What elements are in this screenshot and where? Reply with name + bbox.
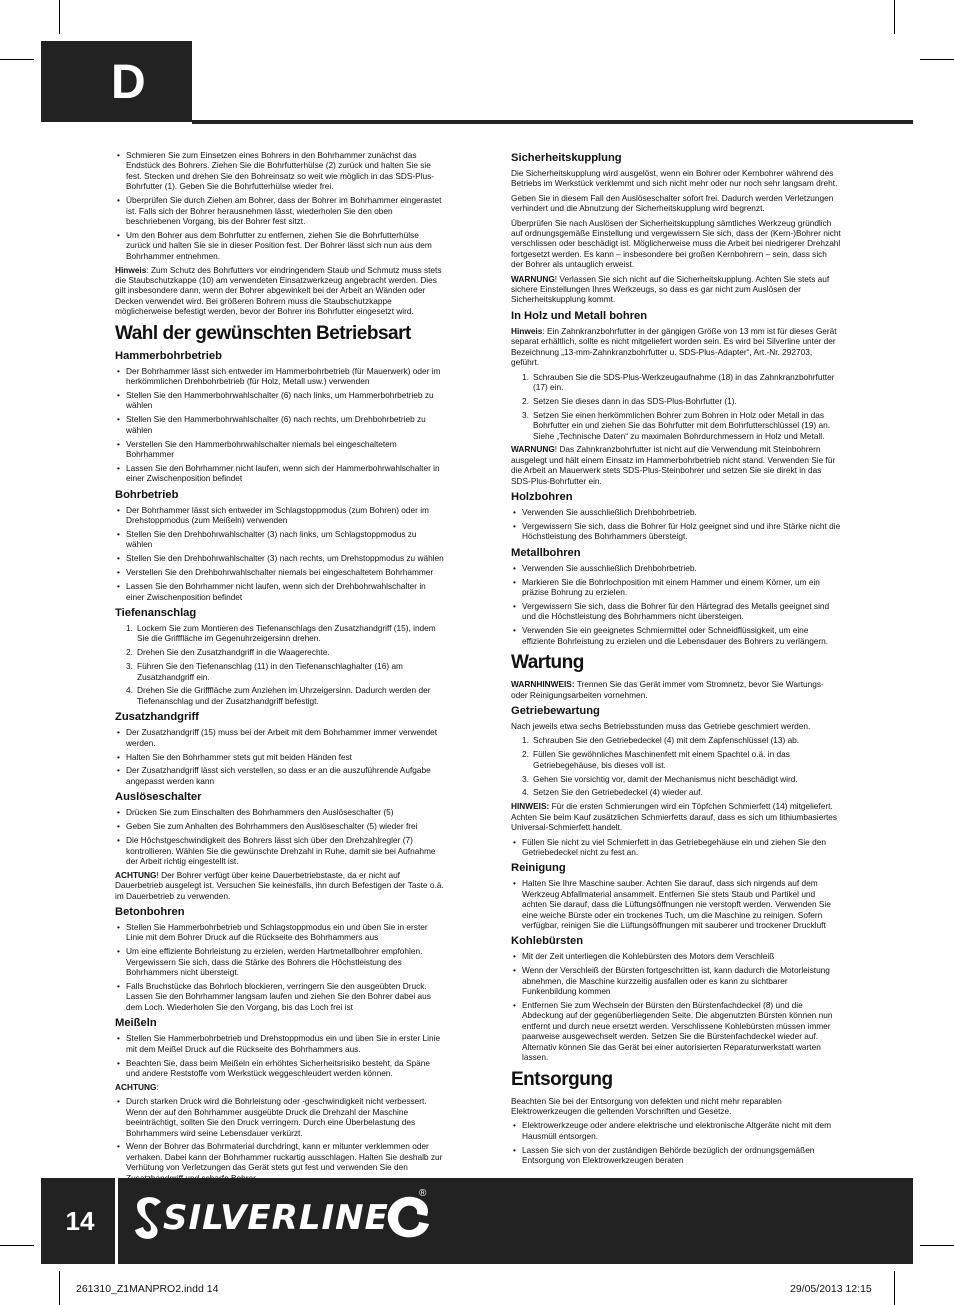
step-number: 3.	[522, 773, 529, 784]
warning-paragraph	[115, 1082, 445, 1092]
list-item	[115, 647, 445, 657]
hint-paragraph	[511, 326, 841, 368]
bullet-list	[115, 505, 445, 602]
step-number: 1.	[522, 371, 529, 382]
step-text: Schrauben Sie den Getriebedeckel (4) mit dem Zapfenschlüssel (13) ab.	[533, 735, 800, 746]
list-item: • Der Zusatzhandgriff (15) muss bei der Arbeit mit dem Bohrhammer immer verwendet werden.	[115, 727, 445, 748]
hint-paragraph	[511, 801, 841, 832]
brand-name: SILVERLINE	[163, 1198, 389, 1238]
section-title-wartung: Wartung	[511, 652, 584, 674]
subheading-hammerbohrbetrieb: Hammerbohrbetrieb	[115, 349, 222, 362]
bullet-list	[115, 922, 445, 1012]
list-item: • Wenn der Verschleiß der Bürsten fortgeschritten ist, kann dadurch die Motorleistung abnehmen, die Maschine kurzzeitig ausfallen oder es kann zu sichtbarer Funkenbildung kommen	[511, 965, 841, 996]
list-item: • Mit der Zeit unterliegen die Kohlebürsten des Motors dem Verschleiß	[511, 951, 841, 961]
hint-text: : Ein Zahnkranzbohrfutter in der gängigen Größe von 13 mm ist für dieses Gerät separat erhältlich, sollte es nicht mitgeliefert worden sein. Es wird bei Silverline unter der Bezeichnung „13-mm-Zahnkranzbohrfutter u. SDS-Plus-Adapter“, Art.-Nr. 292703, geführt.	[511, 325, 837, 368]
right-column	[511, 150, 841, 1169]
list-item: • Vergewissern Sie sich, dass die Bohrer für den Härtegrad des Metalls geeignet sind und die Höchstleistung des Bohrhammers nicht übersteigen.	[511, 601, 841, 622]
list-item: • Verwenden Sie ausschließlich Drehbohrbetrieb.	[511, 507, 841, 517]
bullet-list	[511, 1120, 841, 1165]
hint-label: HINWEIS:	[511, 801, 550, 812]
step-text: Setzen Sie einen herkömmlichen Bohrer zum Bohren in Holz oder Metall in das Bohrfutter ein und ziehen Sie das Bohrfutter mit dem Bohrfutterschlüssel (19) an. Siehe „Technische Daten“ zu maximalen Bohrdurchmessern in Holz und Metall.	[533, 409, 830, 441]
list-item: • Die Höchstgeschwindigkeit des Bohrers lässt sich über den Drehzahlregler (7) kontrollieren. Wählen Sie die gewünschte Drehzahl in Ruhe, damit sie bei Aufnahme der Arbeit richtig eingestellt ist.	[115, 835, 445, 866]
silverline-logo	[133, 1188, 433, 1248]
step-number: 2.	[522, 749, 529, 760]
warning-label: WARNUNG	[511, 444, 555, 455]
list-item: • Durch starken Druck wird die Bohrleistung oder -geschwindigkeit nicht verbessert. Wenn der auf den Bohrhammer ausgeübte Druck die Drehzahl der Maschine beeinträchtigt, sollten Sie den Druck verringern. Durch eine Überbelastung des Bohrhammers wird seine Lebensdauer verkürzt.	[115, 1096, 445, 1138]
subheading-metallbohren: Metallbohren	[511, 546, 581, 559]
list-item	[115, 623, 445, 644]
warning-paragraph	[511, 679, 841, 700]
step-number: 1.	[522, 735, 529, 746]
left-column	[115, 150, 445, 1187]
paragraph: Überprüfen Sie nach Auslösen der Sicherheitskupplung sämtliches Werkzeug gründlich auf ordnungsgemäße Einstellung und vergewissern Sie sich, dass der (Kern-)Bohrer nicht verschlissen oder beschädigt ist. Möglicherweise muss die Arbeit bei niedrigerer Drehzahl fortgesetzt werden. Es kann – insbesondere bei großen Kernbohrern – sein, dass sich der Bohrer als untauglich erweist.	[511, 217, 841, 270]
list-item: • Halten Sie den Bohrhammer stets gut mit beiden Händen fest	[115, 752, 445, 762]
bullet-list	[511, 951, 841, 1062]
list-item: • Füllen Sie nicht zu viel Schmierfett in das Getriebegehäuse ein und ziehen Sie den Getriebedeckel nicht zu fest an.	[511, 837, 841, 858]
warning-label: ACHTUNG	[115, 869, 157, 880]
list-item: • Lassen Sie den Bohrhammer nicht laufen, wenn sich der Hammerbohrwahlschalter in einer Zwischenposition befindet	[115, 463, 445, 484]
crop-mark	[0, 59, 34, 60]
warning-text: ! Der Bohrer verfügt über keine Dauerbetriebstaste, da er nicht auf Dauerbetrieb ausgelegt ist. Versuchen Sie keinesfalls, ihn durch Befestigen der Taste o.ä. im Dauerbetrieb zu verwenden.	[115, 869, 444, 901]
crop-mark	[894, 0, 895, 34]
subheading-reinigung: Reinigung	[511, 862, 566, 875]
file-info: 261310_Z1MANPRO2.indd 14	[76, 1283, 219, 1295]
list-item: • Der Zusatzhandgriff lässt sich verstellen, so dass er an die auszuführende Aufgabe angepasst werden kann	[115, 765, 445, 786]
bullet-list	[115, 366, 445, 484]
numbered-list	[511, 372, 841, 441]
warning-paragraph	[115, 870, 445, 901]
list-item: • Stellen Sie den Hammerbohrwahlschalter (6) nach links, um Hammerbohrbetrieb zu wählen	[115, 390, 445, 411]
list-item: • Elektrowerkzeuge oder andere elektrische und elektronische Altgeräte nicht mit dem Hausmüll entsorgen.	[511, 1120, 841, 1141]
subheading-holzbohren: Holzbohren	[511, 491, 573, 504]
hint-label: Hinweis	[115, 264, 147, 275]
step-text: Lockern Sie zum Montieren des Tiefenanschlags den Zusatzhandgriff (15), indem Sie die Grifffläche im Gegenuhrzeigersinn drehen.	[137, 622, 436, 644]
step-number: 4.	[522, 787, 529, 798]
list-item: • Lassen Sie sich von der zuständigen Behörde bezüglich der ordnungsgemäßen Entsorgung von Elektrowerkzeugen beraten	[511, 1145, 841, 1166]
subheading-holz-metall: In Holz und Metall bohren	[511, 309, 648, 322]
bullet-list	[115, 807, 445, 866]
warning-paragraph	[511, 444, 841, 486]
subheading-meisseln: Meißeln	[115, 1017, 157, 1030]
list-item	[511, 749, 841, 770]
list-item	[511, 735, 841, 745]
list-item: • Drücken Sie zum Einschalten des Bohrhammers den Auslöseschalter (5)	[115, 807, 445, 817]
paragraph: Die Sicherheitskupplung wird ausgelöst, wenn ein Bohrer oder Kernbohrer während des Betriebs im Werkstück verklemmt und sich nicht mehr oder nur noch sehr langsam dreht.	[511, 168, 838, 189]
step-number: 3.	[522, 409, 529, 420]
subheading-getriebewartung: Getriebewartung	[511, 704, 600, 717]
bullet-list	[511, 507, 841, 542]
list-item	[511, 410, 841, 441]
list-item: • Der Bohrhammer lässt sich entweder im Schlagstoppmodus (zum Bohren) oder im Drehstoppmodus (zum Meißeln) verwenden	[115, 505, 445, 526]
warning-paragraph	[511, 274, 841, 305]
list-item: • Stellen Sie Hammerbohrbetrieb und Drehstoppmodus ein und üben Sie in erster Linie mit dem Meißel Druck auf die Rückseite des Bohrhammers aus.	[115, 1033, 445, 1054]
subheading-kohlebuersten: Kohlebürsten	[511, 935, 584, 948]
paragraph: Nach jeweils etwa sechs Betriebsstunden muss das Getriebe geschmiert werden.	[511, 720, 811, 731]
language-tab	[41, 41, 192, 122]
list-item: • Entfernen Sie zum Wechseln der Bürsten den Bürstenfachdeckel (8) und die Abdeckung auf der gegenüberliegenden Seite. Die abgenutzten Bürsten können nun entfernt und durch neue ersetzt werden. Verschlissene Kohlebürsten müssen immer paarweise ausgewechselt werden. Setzen Sie die Bürstenfachdeckel wieder auf. Alternativ können Sie das Gerät bei einer autorisierten Reparaturwerkstatt warten lassen.	[511, 1000, 841, 1062]
footer-divider	[115, 1178, 118, 1264]
step-text: Füllen Sie gewöhnliches Maschinenfett mit einem Spachtel o.ä. in das Getriebegehäuse, bis dieses voll ist.	[533, 749, 790, 770]
list-item	[511, 774, 841, 784]
step-text: Drehen Sie den Zusatzhandgriff in die Waagerechte.	[137, 647, 330, 658]
list-item: • Stellen Sie Hammerbohrbetrieb und Schlagstoppmodus ein und üben Sie in erster Linie mit dem Bohrer Druck auf die Rückseite des Bohrhammers aus	[115, 922, 445, 943]
step-number: 2.	[522, 395, 529, 406]
date-info: 29/05/2013 12:15	[790, 1283, 872, 1295]
subheading-sicherheitskupplung: Sicherheitskupplung	[511, 152, 622, 164]
step-text: Setzen Sie den Getriebedeckel (4) wieder auf.	[533, 787, 703, 798]
warning-label: ACHTUNG	[115, 1081, 157, 1092]
list-item: • Falls Bruchstücke das Bohrloch blockieren, verringern Sie den ausgeübten Druck. Lassen Sie den Bohrhammer langsam laufen und ziehen Sie den Bohrer dabei aus dem Loch. Wiederholen Sie den Vorgang, bis das Loch frei ist	[115, 981, 445, 1012]
list-item: • Stellen Sie den Hammerbohrwahlschalter (6) nach rechts, um Drehbohrbetrieb zu wählen	[115, 414, 445, 435]
section-title-entsorgung: Entsorgung	[511, 1068, 613, 1090]
hint-text: Für die ersten Schmierungen wird ein Töpfchen Schmierfett (14) mitgeliefert. Achten Sie beim Kauf zusätzlichen Schmierfetts darauf, dass es sich um lithiumbasiertes Universal-Schmierfett handelt.	[511, 801, 838, 833]
list-item: • Verstellen Sie den Hammerbohrwahlschalter niemals bei eingeschaltetem Bohrhammer	[115, 439, 445, 460]
bullet-list	[511, 837, 841, 858]
list-item	[511, 787, 841, 797]
step-text: Führen Sie den Tiefenanschlag (11) in den Tiefenanschlaghalter (16) am Zusatzhandgriff ein.	[137, 661, 403, 682]
header-rule	[192, 120, 913, 124]
bullet-list	[511, 563, 841, 646]
list-item: • Überprüfen Sie durch Ziehen am Bohrer, dass der Bohrer im Bohrhammer eingerastet ist. Falls sich der Bohrer herausnehmen lässt, wiederholen Sie den oben beschriebenen Vorgang, bis der Bohrer fest sitzt.	[115, 195, 445, 226]
bullet-list	[115, 727, 445, 786]
list-item: • Um eine effiziente Bohrleistung zu erzielen, werden Hartmetallbohrer empfohlen. Vergewissern Sie sich, dass die Stärke des Bohrers die Höchstleistung des Bohrhammers nicht übersteigt.	[115, 946, 445, 977]
list-item: • Um den Bohrer aus dem Bohrfutter zu entfernen, ziehen Sie die Bohrfutterhülse zurück und halten Sie sie in dieser Position fest. Der Bohrer lässt sich nun aus dem Bohrhammer entnehmen.	[115, 230, 445, 261]
step-number: 1.	[126, 622, 133, 633]
step-text: Setzen Sie dieses dann in das SDS-Plus-Bohrfutter (1).	[533, 395, 737, 406]
list-item: • Stellen Sie den Drehbohrwahlschalter (3) nach rechts, um Drehstoppmodus zu wählen	[115, 553, 445, 563]
list-item	[115, 661, 445, 682]
warning-colon: :	[156, 1081, 159, 1092]
warning-label: WARNHINWEIS:	[511, 679, 575, 690]
crop-mark	[920, 59, 954, 60]
list-item: • Schmieren Sie zum Einsetzen eines Bohrers in den Bohrhammer zunächst das Endstück des Bohrers. Ziehen Sie die Bohrfutterhülse (2) zurück und halten Sie sie fest. Stecken und drehen Sie den Bohreinsatz so weit wie möglich in das SDS-Plus-Bohrfutter (1). Geben Sie die Bohrfutterhülse wieder frei.	[115, 150, 445, 192]
crop-mark	[59, 1271, 60, 1305]
subheading-betonbohren: Betonbohren	[115, 906, 185, 919]
crop-mark	[894, 1271, 895, 1305]
registered-mark: ®	[419, 1188, 427, 1199]
list-item	[511, 396, 841, 406]
list-item: • Wenn der Bohrer das Bohrmaterial durchdringt, kann er mitunter verklemmen oder verhaken. Dabei kann der Bohrhammer ruckartig ausschlagen. Halten Sie deshalb zur Verhütung von Verletzungen das Gerät stets gut fest und verwenden Sie den	[115, 1141, 445, 1183]
step-number: 4.	[126, 685, 133, 696]
hint-text: : Zum Schutz des Bohrfutters vor eindringendem Staub und Schmutz muss stets die Staubschutzkappe (10) am verwendeten Einsatzwerkzeug angebracht werden. Dies gilt insbesondere dann, wenn der Bohrer abgewinkelt bei der Arbeit an Wänden oder Decken verwendet wird. Bei größeren Bohrern muss die Staubschutzkappe möglicherweise befestigt werden, bevor der Bohrer ins Bohrfutter eingesetzt wird.	[115, 264, 442, 317]
subheading-ausloeseschalter: Auslöseschalter	[115, 791, 202, 804]
step-text: Gehen Sie vorsichtig vor, damit der Mechanismus nicht beschädigt wird.	[533, 773, 798, 784]
paragraph: Beachten Sie bei der Entsorgung von defekten und nicht mehr reparablen Elektrowerkzeugen die geltenden Vorschriften und Gesetze.	[511, 1095, 782, 1116]
section-title-betriebsart: Wahl der gewünschten Betriebsart	[115, 322, 411, 344]
hint-paragraph	[115, 265, 445, 317]
step-text: Schrauben Sie die SDS-Plus-Werkzeugaufnahme (18) in das Zahnkranzbohrfutter (17) ein.	[533, 371, 835, 392]
crop-mark	[59, 0, 60, 34]
list-item: • Lassen Sie den Bohrhammer nicht laufen, wenn sich der Drehbohrwahlschalter in einer Zwischenposition befindet	[115, 581, 445, 602]
list-item: • Halten Sie Ihre Maschine sauber. Achten Sie darauf, dass sich nirgends auf dem Werkzeug Abfallmaterial ansammelt. Entfernen Sie stets Staub und Partikel und achten Sie darauf, dass die Lüftungsöffnungen nie verstopft werden. Verwenden Sie eine weiche Bürste oder ein trockenes Tuch, um die Maschine zu reinigen. Sofern verfügbar, reinigen Sie die Lüftungsöffnungen mit sauberer und trockener Druckluft	[511, 878, 841, 930]
step-text: Drehen Sie die Grifffläche zum Anziehen im Uhrzeigersinn. Dadurch werden der Tiefenanschlag und der Zusatzhandgriff befestigt.	[137, 685, 431, 706]
step-number: 2.	[126, 647, 133, 658]
bullet-list	[115, 1033, 445, 1078]
paragraph: Geben Sie in diesem Fall den Auslöseschalter sofort frei. Dadurch werden Verletzungen verhindert und die Abnutzung der Sicherheitskupplung wird begrenzt.	[511, 192, 834, 214]
list-item: • Verstellen Sie den Drehbohrwahlschalter niemals bei eingeschaltetem Bohrhammer	[115, 567, 445, 577]
subheading-tiefenanschlag: Tiefenanschlag	[115, 606, 197, 619]
bullet-list	[511, 878, 841, 930]
footer-bar	[41, 1178, 913, 1264]
hint-label: Hinweis	[511, 325, 543, 336]
crop-mark	[920, 1245, 954, 1246]
warning-text: Trennen Sie das Gerät immer vom Stromnetz, bevor Sie Wartungs- oder Reinigungsarbeiten vornehmen.	[511, 679, 824, 700]
list-item	[115, 685, 445, 706]
page-number: 14	[65, 1206, 95, 1236]
list-item	[511, 372, 841, 393]
list-item: • Markieren Sie die Bohrlochposition mit einem Hammer und einem Körner, um ein präzise Bohrung zu erzielen.	[511, 577, 841, 598]
numbered-list	[511, 735, 841, 798]
numbered-list	[115, 623, 445, 706]
bullet-list	[115, 1096, 445, 1183]
list-item: • Verwenden Sie ausschließlich Drehbohrbetrieb.	[511, 563, 841, 573]
warning-text: ! Verlassen Sie sich nicht auf die Sicherheitskupplung. Achten Sie stets auf sichere Einstellungen Ihres Werkzeugs, so dass es gar nicht zum Auslösen der Sicherheitskupplung kommt.	[511, 273, 830, 305]
crop-mark	[0, 1245, 34, 1246]
warning-text: ! Das Zahnkranzbohrfutter ist nicht auf die Verwendung mit Steinbohrern ausgelegt und hält einem Einsatz im Hammerbohrbetrieb nicht stand. Verwenden Sie für die Arbeit an Mauerwerk stets SDS-Plus-Steinbohrer und setzen Sie sie direkt in das SDS-Plus-Bohrfutter ein.	[511, 444, 836, 486]
subheading-bohrbetrieb: Bohrbetrieb	[115, 488, 179, 501]
warning-label: WARNUNG	[511, 273, 555, 284]
list-item: • Der Bohrhammer lässt sich entweder im Hammerbohrbetrieb (für Mauerwerk) oder im herkömmlichen Drehbohrbetrieb (für Holz, Metall usw.) verwenden	[115, 366, 445, 387]
list-item: • Verwenden Sie ein geeignetes Schmiermittel oder Schneidflüssigkeit, um eine effiziente Bohrleistung zu erzielen und die Lebensdauer des Bohrers zu verlängern.	[511, 625, 841, 646]
list-item: • Vergewissern Sie sich, dass die Bohrer für Holz geeignet sind und ihre Stärke nicht die Höchstleistung des Bohrhammers übersteigt.	[511, 521, 841, 542]
step-number: 3.	[126, 661, 133, 672]
list-item: • Beachten Sie, dass beim Meißeln ein erhöhtes Sicherheitsrisiko besteht, da Späne und andere Reststoffe vom Werkstück weggeschleudert werden können.	[115, 1058, 445, 1079]
subheading-zusatzhandgriff: Zusatzhandgriff	[115, 711, 199, 724]
list-item: • Geben Sie zum Anhalten des Bohrhammers den Auslöseschalter (5) wieder frei	[115, 821, 445, 831]
list-item: • Stellen Sie den Drehbohrwahlschalter (3) nach links, um Schlagstoppmodus zu wählen	[115, 529, 445, 550]
language-code: D	[111, 56, 146, 109]
intro-bullet-list	[115, 150, 445, 261]
